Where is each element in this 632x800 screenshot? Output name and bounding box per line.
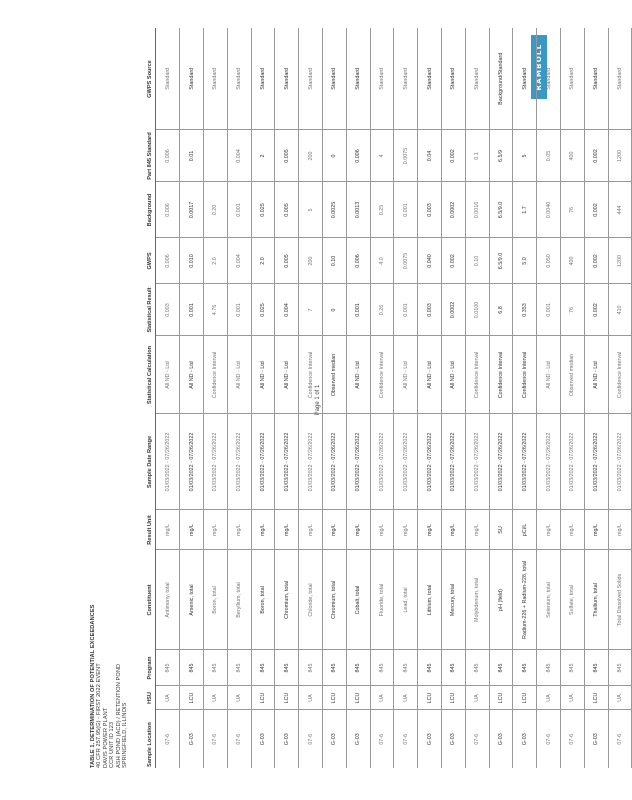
table-cell: Standard (370, 28, 394, 130)
table-cell: 07-6 (204, 710, 228, 768)
table-cell: LCU (441, 686, 465, 710)
table-cell: Mercury, total (441, 550, 465, 650)
logo-text: RAMBOLL (535, 43, 543, 91)
table-cell: All ND - Ltd (180, 336, 204, 414)
table-cell: 0.003 (418, 182, 442, 238)
table-cell: UA (156, 686, 180, 710)
table-cell: UA (560, 686, 584, 710)
table-cell: 4.0 (370, 238, 394, 284)
table-cell: Lead, total (394, 550, 418, 650)
table-cell: 0.10 (465, 238, 489, 284)
table-cell: All ND - Ltd (346, 336, 370, 414)
table-cell: 400 (560, 238, 584, 284)
table-row (608, 28, 632, 768)
table-cell: 01/03/2022 - 07/26/2022 (251, 414, 275, 510)
column-header: Sample Date Range (146, 414, 156, 510)
table-cell: 845 (299, 650, 323, 686)
table-cell: UA (537, 686, 561, 710)
table-cell: G-03 (513, 710, 537, 768)
table-cell: 0.001 (394, 284, 418, 336)
table-cell: 845 (537, 650, 561, 686)
table-cell: LCU (275, 686, 299, 710)
table-cell: 0.001 (346, 284, 370, 336)
table-row (584, 28, 608, 768)
header-line-location: SPRINGFIELD, ILLINOIS (122, 702, 129, 768)
table-cell: 01/03/2022 - 07/26/2022 (584, 414, 608, 510)
table-cell: 0.003 (418, 284, 442, 336)
table-cell: Lithium, total (418, 550, 442, 650)
table-cell: 845 (560, 650, 584, 686)
table-cell: LCU (418, 686, 442, 710)
table-row (322, 28, 346, 768)
table-cell: 01/03/2022 - 07/26/2022 (370, 414, 394, 510)
table-cell: G-03 (346, 710, 370, 768)
table-cell: UA (227, 686, 251, 710)
table-cell: G-03 (180, 710, 204, 768)
table-cell: LCU (513, 686, 537, 710)
table-cell: mg/L (465, 510, 489, 550)
table-cell: 0.0075 (394, 238, 418, 284)
table-cell: Observed median (560, 336, 584, 414)
table-cell: UA (370, 686, 394, 710)
table-cell: Selenium, total (537, 550, 561, 650)
rotated-table-content (90, 28, 623, 768)
table-row (560, 28, 584, 768)
table-cell: 4 (370, 130, 394, 182)
table-cell: 0.05 (537, 130, 561, 182)
table-cell: 01/03/2022 - 07/26/2022 (322, 414, 346, 510)
table-cell: 845 (227, 650, 251, 686)
table-cell: 01/03/2022 - 07/26/2022 (560, 414, 584, 510)
table-cell: 0.0013 (346, 182, 370, 238)
table-cell: Standard (322, 28, 346, 130)
table-cell: Beryllium, total (227, 550, 251, 650)
table-cell: mg/L (560, 510, 584, 550)
table-cell: 0.001 (227, 284, 251, 336)
table-cell: 0.0002 (441, 284, 465, 336)
table-cell: 0.005 (275, 238, 299, 284)
table-cell (204, 130, 228, 182)
table-cell: 0.002 (584, 238, 608, 284)
column-header: Background (146, 182, 156, 238)
column-header: GWPS (146, 238, 156, 284)
table-cell: 0.006 (346, 238, 370, 284)
table-cell: 0.006 (346, 130, 370, 182)
table-row (180, 28, 204, 768)
table-cell: SU (489, 510, 513, 550)
table-cell: Standard (346, 28, 370, 130)
table-cell: 400 (560, 130, 584, 182)
table-cell: Standard (465, 28, 489, 130)
table-cell: 0.040 (418, 238, 442, 284)
table-cell: 200 (299, 238, 323, 284)
table-cell: Background/Standard (489, 28, 513, 130)
table-cell: G-03 (275, 710, 299, 768)
table-cell: mg/L (370, 510, 394, 550)
table-cell: All ND - Ltd (251, 336, 275, 414)
table-cell: Chloride, total (299, 550, 323, 650)
table-cell: All ND - Ltd (275, 336, 299, 414)
table-cell: 07-6 (394, 710, 418, 768)
table-cell: 0.002 (584, 284, 608, 336)
table-cell: Radium-226 + Radium-228, total (513, 550, 537, 650)
table-cell: 01/03/2022 - 07/26/2022 (180, 414, 204, 510)
table-cell: Standard (299, 28, 323, 130)
table-cell: mg/L (251, 510, 275, 550)
column-header: Program (146, 650, 156, 686)
table-cell: 07-6 (299, 710, 323, 768)
table-row (441, 28, 465, 768)
table-cell: All ND - Ltd (418, 336, 442, 414)
table-cell: mg/L (322, 510, 346, 550)
table-cell: mg/L (204, 510, 228, 550)
table-cell: Cobalt, total (346, 550, 370, 650)
table-cell: 0.353 (513, 284, 537, 336)
table-header-block (90, 28, 140, 768)
table-cell: 0.003 (156, 284, 180, 336)
table-cell: Standard (584, 28, 608, 130)
table-cell: 0.006 (156, 238, 180, 284)
table-cell: Boron, total (251, 550, 275, 650)
table-cell: Standard (608, 28, 632, 130)
table-cell: 0.0100 (465, 284, 489, 336)
table-cell: 01/03/2022 - 07/26/2022 (513, 414, 537, 510)
exceedance-table (146, 28, 632, 768)
table-cell: Confidence Interval (513, 336, 537, 414)
table-cell: Standard (251, 28, 275, 130)
table-cell: 845 (180, 650, 204, 686)
table-cell: Chromium, total (275, 550, 299, 650)
table-cell: 845 (394, 650, 418, 686)
table-cell: Standard (180, 28, 204, 130)
table-cell: 6.5/9.0 (489, 238, 513, 284)
table-row (489, 28, 513, 768)
table-cell: 0.002 (441, 238, 465, 284)
table-cell: 07-6 (560, 710, 584, 768)
table-cell: Standard (394, 28, 418, 130)
table-cell: 76 (560, 182, 584, 238)
table-cell: 0.010 (180, 238, 204, 284)
table-cell: LCU (180, 686, 204, 710)
table-cell: 0.0075 (394, 130, 418, 182)
table-cell: mg/L (418, 510, 442, 550)
table-cell: 845 (156, 650, 180, 686)
header-line-regulation: 40 CFR 257.95(G) - FIRST 2022 EVENT (96, 663, 103, 768)
table-cell: 2.0 (251, 238, 275, 284)
table-cell: All ND - Ltd (584, 336, 608, 414)
table-cell: Standard (537, 28, 561, 130)
table-cell: 410 (608, 284, 632, 336)
table-row (513, 28, 537, 768)
table-cell: UA (465, 686, 489, 710)
table-cell: 2 (251, 130, 275, 182)
table-cell: Standard (204, 28, 228, 130)
table-cell: All ND - Ltd (394, 336, 418, 414)
table-cell: 845 (275, 650, 299, 686)
table-cell: Standard (560, 28, 584, 130)
page-number: Page 1 of 1 (315, 384, 321, 416)
table-cell: Standard (513, 28, 537, 130)
table-cell: Confidence Interval (608, 336, 632, 414)
table-cell: 0.10 (322, 238, 346, 284)
table-cell: Standard (418, 28, 442, 130)
table-cell: Total Dissolved Solids (608, 550, 632, 650)
table-cell: 2.0 (204, 238, 228, 284)
column-header: Statistical Result (146, 284, 156, 336)
table-cell: 01/03/2022 - 07/26/2022 (299, 414, 323, 510)
header-line-unit-name: ASH POND (ACD) / RETENTION POND (115, 663, 122, 768)
table-cell: Confidence Interval (370, 336, 394, 414)
table-cell: mg/L (346, 510, 370, 550)
table-cell: Boron, total (204, 550, 228, 650)
table-cell: mg/L (180, 510, 204, 550)
table-cell: 0 (322, 130, 346, 182)
column-header: GWPS Source (146, 28, 156, 130)
table-cell: 845 (441, 650, 465, 686)
table-cell: Confidence Interval (465, 336, 489, 414)
table-cell: 0.025 (251, 284, 275, 336)
table-cell: G-03 (418, 710, 442, 768)
table-row (299, 28, 323, 768)
column-header: Statistical Calculation (146, 336, 156, 414)
table-cell: G-03 (251, 710, 275, 768)
table-cell: G-03 (441, 710, 465, 768)
table-cell: 0.002 (441, 130, 465, 182)
table-cell: mg/L (394, 510, 418, 550)
table-cell: 07-6 (537, 710, 561, 768)
table-row (275, 28, 299, 768)
table-cell: 0.01 (180, 130, 204, 182)
table-cell: 01/03/2022 - 07/26/2022 (418, 414, 442, 510)
table-cell: 0.001 (537, 284, 561, 336)
table-cell: 1200 (608, 130, 632, 182)
table-body (156, 28, 632, 768)
table-cell: UA (299, 686, 323, 710)
header-line-plant: DAVIS POWER PLANT (102, 707, 109, 768)
table-row (251, 28, 275, 768)
table-cell: 0.001 (180, 284, 204, 336)
table-cell: LCU (251, 686, 275, 710)
table-cell: 0.005 (275, 182, 299, 238)
table-cell: 845 (346, 650, 370, 686)
table-cell: 0.0025 (322, 182, 346, 238)
table-cell: Standard (156, 28, 180, 130)
table-cell: Confidence Interval (489, 336, 513, 414)
column-header: Sample Location (146, 710, 156, 768)
table-cell: mg/L (584, 510, 608, 550)
table-cell: 5 (513, 130, 537, 182)
table-cell: 1.7 (513, 182, 537, 238)
header-line-unit-id: CCR UNIT ID 123 (109, 721, 116, 768)
table-cell: Molybdenum, total (465, 550, 489, 650)
column-header: Part 845 Standard (146, 130, 156, 182)
table-row (418, 28, 442, 768)
table-cell: mg/L (156, 510, 180, 550)
table-cell: Fluoride, total (370, 550, 394, 650)
table-cell: G-03 (489, 710, 513, 768)
table-cell: 200 (299, 130, 323, 182)
table-cell: G-03 (322, 710, 346, 768)
table-cell: 1200 (608, 238, 632, 284)
table-cell: 76 (560, 284, 584, 336)
table-cell: LCU (322, 686, 346, 710)
table-cell: UA (204, 686, 228, 710)
table-cell: 4.76 (204, 284, 228, 336)
table-cell: 07-6 (465, 710, 489, 768)
table-cell: 07-6 (608, 710, 632, 768)
table-cell: 845 (513, 650, 537, 686)
table-cell: 0.050 (537, 238, 561, 284)
table-cell: G-03 (584, 710, 608, 768)
table-cell: 0.025 (251, 182, 275, 238)
table-cell: 0.25 (370, 182, 394, 238)
table-row (394, 28, 418, 768)
table-cell: LCU (489, 686, 513, 710)
table-cell: 845 (204, 650, 228, 686)
table-cell: 01/03/2022 - 07/26/2022 (156, 414, 180, 510)
table-cell: 444 (608, 182, 632, 238)
table-cell: All ND - Ltd (537, 336, 561, 414)
column-header: Result Unit (146, 510, 156, 550)
table-cell: 845 (418, 650, 442, 686)
table-cell: 5 (299, 182, 323, 238)
table-cell: mg/L (227, 510, 251, 550)
table-cell: Sulfate, total (560, 550, 584, 650)
table-cell: 01/03/2022 - 07/26/2022 (608, 414, 632, 510)
table-cell: pH (field) (489, 550, 513, 650)
table-cell: 7 (299, 284, 323, 336)
table-cell: 0.0002 (441, 182, 465, 238)
table-cell: 845 (465, 650, 489, 686)
table-row (465, 28, 489, 768)
table-cell: 845 (322, 650, 346, 686)
table-cell: Standard (441, 28, 465, 130)
column-header: HSU (146, 686, 156, 710)
table-cell: 0.004 (227, 130, 251, 182)
table-row (227, 28, 251, 768)
table-cell: 07-6 (156, 710, 180, 768)
table-cell: mg/L (537, 510, 561, 550)
table-cell: 0.26 (370, 284, 394, 336)
table-cell: 845 (489, 650, 513, 686)
table-cell: Thallium, total (584, 550, 608, 650)
table-cell: mg/L (275, 510, 299, 550)
table-cell: UA (608, 686, 632, 710)
table-cell: mg/L (299, 510, 323, 550)
table-cell: 0.1 (465, 130, 489, 182)
table-cell: 845 (251, 650, 275, 686)
table-cell: pCi/L (513, 510, 537, 550)
table-cell: All ND - Ltd (156, 336, 180, 414)
table-row (156, 28, 180, 768)
table-cell: 0.001 (227, 182, 251, 238)
table-header-row (146, 28, 156, 768)
table-cell: 5.0 (513, 238, 537, 284)
table-cell: 01/03/2022 - 07/26/2022 (465, 414, 489, 510)
table-cell: 0.0017 (180, 182, 204, 238)
table-cell: 0 (322, 284, 346, 336)
table-cell: 0.20 (204, 182, 228, 238)
table-cell: 0.0016 (465, 182, 489, 238)
table-cell: Antimony, total (156, 550, 180, 650)
table-cell: Standard (275, 28, 299, 130)
table-cell: mg/L (608, 510, 632, 550)
table-cell: 0.001 (394, 182, 418, 238)
table-cell: 845 (370, 650, 394, 686)
table-cell: LCU (584, 686, 608, 710)
table-cell: 0.004 (227, 238, 251, 284)
table-cell: Confidence Interval (204, 336, 228, 414)
table-cell: 6.5/9.0 (489, 182, 513, 238)
table-cell: 07-6 (370, 710, 394, 768)
table-row (346, 28, 370, 768)
table-cell: 0.006 (156, 130, 180, 182)
table-cell: 0.004 (275, 284, 299, 336)
table-cell: All ND - Ltd (441, 336, 465, 414)
table-cell: 0.002 (584, 130, 608, 182)
table-cell: mg/L (441, 510, 465, 550)
table-cell: Arsenic, total (180, 550, 204, 650)
table-cell: 01/03/2022 - 07/26/2022 (394, 414, 418, 510)
table-cell: 845 (608, 650, 632, 686)
table-row (537, 28, 561, 768)
table-cell: UA (394, 686, 418, 710)
table-cell: Observed median (322, 336, 346, 414)
table-cell: 845 (584, 650, 608, 686)
table-cell: 01/03/2022 - 07/26/2022 (441, 414, 465, 510)
table-cell: 6.5/9 (489, 130, 513, 182)
table-cell: 0.04 (418, 130, 442, 182)
column-header: Constituent (146, 550, 156, 650)
table-row (204, 28, 228, 768)
table-cell: 01/03/2022 - 07/26/2022 (204, 414, 228, 510)
table-cell: Standard (227, 28, 251, 130)
table-cell: 0.006 (156, 182, 180, 238)
table-cell: 01/03/2022 - 07/26/2022 (346, 414, 370, 510)
table-cell: All ND - Ltd (227, 336, 251, 414)
table-cell: 0.002 (584, 182, 608, 238)
table-cell: 01/03/2022 - 07/26/2022 (275, 414, 299, 510)
table-cell: 07-6 (227, 710, 251, 768)
table-cell: 6.8 (489, 284, 513, 336)
table-cell: 0.0040 (537, 182, 561, 238)
table-cell: LCU (346, 686, 370, 710)
table-cell: Confidence Interval (299, 336, 323, 414)
table-row (370, 28, 394, 768)
table-cell: Chromium, total (322, 550, 346, 650)
table-title: TABLE 1. DETERMINATION OF POTENTIAL EXCEEDANCES (90, 604, 96, 768)
table-cell: 01/03/2022 - 07/26/2022 (537, 414, 561, 510)
table-cell: 01/03/2022 - 07/26/2022 (227, 414, 251, 510)
table-cell: 01/03/2022 - 07/26/2022 (489, 414, 513, 510)
table-cell: 0.005 (275, 130, 299, 182)
